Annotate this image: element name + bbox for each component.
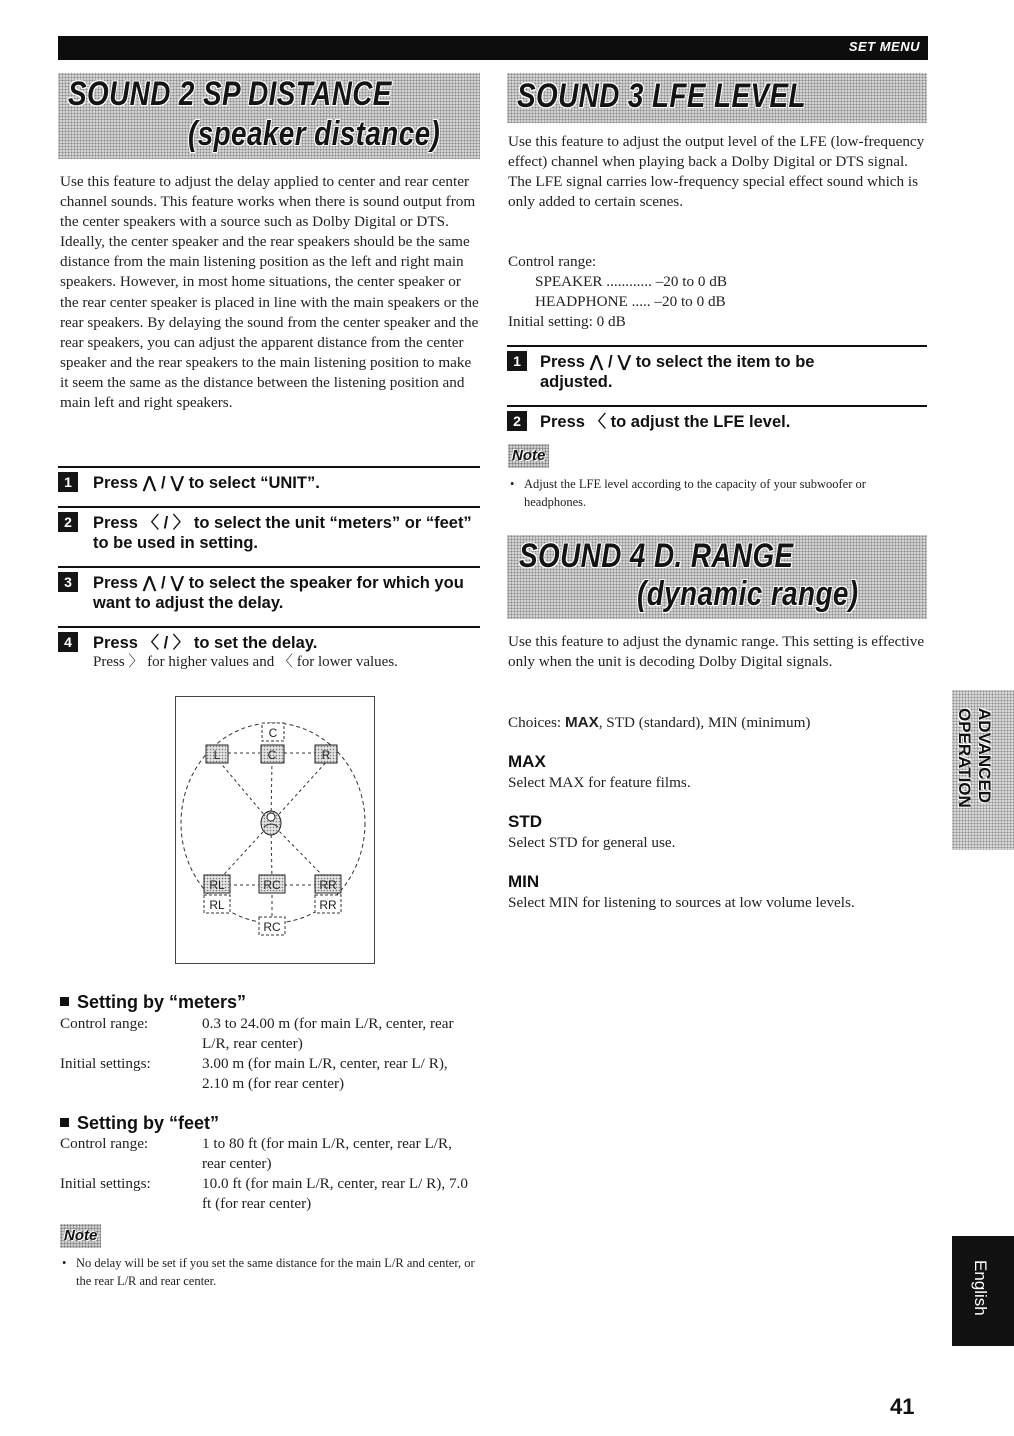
note-bullet: • [62,1256,67,1270]
sound2-intro: Use this feature to adjust the delay applied to center and rear center channel sounds. This feature works when there is sound output from the center speakers with a source such as Dolby Digital or DTS. Ideally, the center speaker and the rear speakers should be the same distance from the main listening position as the left and right main speakers. However, in most home situations, the center speaker or the rear center speaker is placed in line with the main speakers or the rear speakers. By delaying the sound from the center speaker and the rear speakers, you can adjust the apparent distance from the center speaker and the rear speakers to the main listening position to make it seem the same as the distance between the listening position and main left and right speakers. [60,173,479,412]
step-divider [507,345,927,347]
speaker-layout-diagram [175,696,375,964]
sound3-banner [507,73,927,123]
sound2-title: SOUND 2 SP DISTANCE [68,75,392,113]
sound3-step-text-1: Press ⋀ / ⋁ to select the item to be adjusted. [540,353,815,391]
sound2-note-text: No delay will be set if you set the same distance for the main L/R and center, or the rear L/R and rear center. [76,1256,475,1288]
feet-initial-label: Initial settings: [60,1175,151,1192]
label-rear-center: RC [263,878,281,892]
step-number-1: 1 [507,351,527,371]
step-number-1: 1 [58,472,78,492]
meters-range-label: Control range: [60,1015,149,1032]
label-rear-right-alt: RR [319,898,337,912]
label-right: R [321,748,331,762]
sound2-subtitle: (speaker distance) [188,115,441,153]
sound3-range-speaker: SPEAKER ............ –20 to 0 dB [535,273,727,290]
sound3-note-text: Adjust the LFE level according to the capacity of your subwoofer or headphones. [524,477,866,509]
mode-min-desc: Select MIN for listening to sources at low volume levels. [508,894,855,911]
step-divider [58,506,480,508]
sound4-title: SOUND 4 D. RANGE [519,537,794,575]
sound3-title: SOUND 3 LFE LEVEL [517,77,806,115]
sound2-banner [58,73,480,159]
feet-heading [60,1113,219,1134]
step-divider [58,466,480,468]
sound3-initial: Initial setting: 0 dB [508,313,626,330]
label-left: L [213,748,221,762]
speaker-lines [218,753,328,919]
choices-max: MAX [564,714,599,731]
mode-min-heading: MIN [508,872,540,891]
section-label: SET MENU [848,39,920,54]
bullet-square [60,1118,69,1127]
tab-language: English [971,1260,990,1316]
sound3-step-text-2: Press 〈 to adjust the LFE level. [540,413,791,431]
step-text-3: Press ⋀ / ⋁ to select the speaker for which you want to adjust the delay. [93,574,464,612]
meters-initial-value: 3.00 m (for main L/R, center, rear L/ R), 2.10 m (for rear center) [202,1055,448,1092]
label-rear-right: RR [319,878,337,892]
step-4-detail: Press 〉 for higher values and 〈 for lower values. [93,654,398,670]
feet-initial-value: 10.0 ft (for main L/R, center, rear L/ R), 7.0 ft (for rear center) [202,1175,468,1212]
note-badge: Note [508,444,549,468]
step-divider [58,626,480,628]
label-rear-center-alt: RC [263,920,281,934]
mode-std-desc: Select STD for general use. [508,834,676,851]
step-text-2: Press 〈 / 〉 to select the unit “meters” or “feet” to be used in setting. [93,514,472,552]
label-center-alt: C [268,726,278,740]
step-number-2: 2 [58,512,78,532]
sound4-choices [508,713,926,733]
sound4-banner [507,535,927,619]
label-center: C [267,748,277,762]
header-bar [58,36,928,60]
advanced-operation-tab [952,690,1014,850]
tab-advanced-line1: ADVANCED [975,708,994,804]
language-tab [952,1236,1014,1346]
choices-rest: , STD (standard), MIN (minimum) [598,714,811,731]
bullet-square [60,997,69,1006]
meters-range-value: 0.3 to 24.00 m (for main L/R, center, rear L/R, rear center) [202,1015,454,1052]
sound3-intro: Use this feature to adjust the output level of the LFE (low-frequency effect) channel when playing back a Dolby Digital or DTS signal. The LFE signal carries low-frequency special effect sound which is only added to certain scenes. [508,133,925,211]
label-rear-left-alt: RL [209,898,225,912]
page-number: 41 [890,1394,915,1419]
meters-heading [60,992,246,1013]
step-number-2: 2 [507,411,527,431]
note-badge: Note [60,1224,101,1248]
feet-range-value: 1 to 80 ft (for main L/R, center, rear L/R, rear center) [202,1135,452,1172]
listener-icon [261,811,281,835]
sound4-intro: Use this feature to adjust the dynamic range. This setting is effective only when the unit is decoding Dolby Digital signals. [508,633,925,671]
feet-heading-text: Setting by “feet” [77,1113,220,1133]
mode-max-desc: Select MAX for feature films. [508,774,691,791]
sound3-range-headphone: HEADPHONE ..... –20 to 0 dB [535,293,726,310]
step-number-4: 4 [58,632,78,652]
note-bullet: • [510,477,515,491]
step-text-4: Press 〈 / 〉 to set the delay. [93,634,318,652]
tab-advanced-line2: OPERATION [955,708,974,808]
sound3-range-label: Control range: [508,253,597,270]
mode-std-heading: STD [508,812,542,831]
step-divider [58,566,480,568]
step-text-1: Press ⋀ / ⋁ to select “UNIT”. [93,474,320,492]
speaker-diagram-svg [176,697,374,963]
choices-prefix: Choices: [508,714,565,731]
label-rear-left: RL [209,878,225,892]
meters-heading-text: Setting by “meters” [77,992,247,1012]
step-number-3: 3 [58,572,78,592]
sound4-subtitle: (dynamic range) [637,575,859,613]
mode-max-heading: MAX [508,752,546,771]
meters-initial-label: Initial settings: [60,1055,151,1072]
step-divider [507,405,927,407]
feet-range-label: Control range: [60,1135,149,1152]
